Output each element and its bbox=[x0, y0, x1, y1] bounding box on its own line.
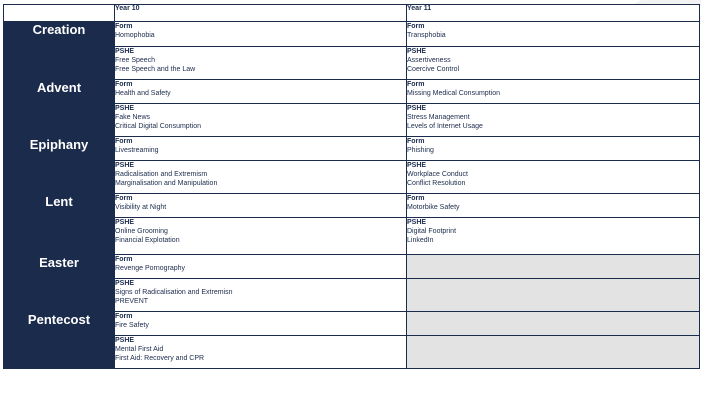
form-heading: Form bbox=[115, 256, 133, 263]
topic-text: Livestreaming bbox=[115, 147, 159, 154]
form-cell-y11 bbox=[407, 22, 700, 47]
form-cell-y11 bbox=[407, 137, 700, 161]
topic-text: Critical Digital Consumption bbox=[115, 123, 201, 130]
term-label: Lent bbox=[4, 194, 115, 255]
term-label: Pentecost bbox=[4, 312, 115, 369]
empty-cell bbox=[407, 336, 700, 369]
pshe-cell-y10 bbox=[115, 104, 407, 137]
table-row bbox=[4, 137, 700, 161]
table-row bbox=[4, 194, 700, 218]
pshe-cell-y10 bbox=[115, 336, 407, 369]
form-heading: Form bbox=[115, 313, 133, 320]
topic-text: Free Speech and the Law bbox=[115, 66, 196, 73]
term-label: Epiphany bbox=[4, 137, 115, 194]
form-heading: Form bbox=[407, 81, 425, 88]
pshe-cell-y10 bbox=[115, 279, 407, 312]
topic-text: Homophobia bbox=[115, 32, 155, 39]
topic-text: Financial Explotation bbox=[115, 237, 180, 244]
form-heading: Form bbox=[115, 23, 133, 30]
pshe-cell-y10 bbox=[115, 161, 407, 194]
empty-cell bbox=[407, 279, 700, 312]
form-cell-y11 bbox=[407, 194, 700, 218]
topic-text: Levels of Internet Usage bbox=[407, 123, 483, 130]
topic-text: Assertiveness bbox=[407, 57, 451, 64]
form-heading: Form bbox=[407, 195, 425, 202]
form-heading: Form bbox=[115, 138, 133, 145]
pshe-cell-y11 bbox=[407, 218, 700, 255]
topic-text: Transphobia bbox=[407, 32, 446, 39]
pshe-heading: PSHE bbox=[115, 105, 135, 112]
topic-text: Health and Safety bbox=[115, 90, 171, 97]
topic-text: First Aid: Recovery and CPR bbox=[115, 355, 205, 362]
pshe-heading: PSHE bbox=[407, 219, 427, 226]
topic-text: Digital Footprint bbox=[407, 228, 457, 235]
topic-text: LinkedIn bbox=[407, 237, 434, 244]
curriculum-table bbox=[3, 4, 700, 369]
pshe-cell-y10 bbox=[115, 218, 407, 255]
form-cell-y10 bbox=[115, 194, 407, 218]
term-label: Advent bbox=[4, 80, 115, 137]
topic-text: PREVENT bbox=[115, 298, 149, 305]
term-label: Creation bbox=[4, 22, 115, 80]
pshe-heading: PSHE bbox=[115, 48, 135, 55]
form-cell-y10 bbox=[115, 80, 407, 104]
form-cell-y10 bbox=[115, 312, 407, 336]
year10-header: Year 10 bbox=[115, 5, 407, 22]
form-heading: Form bbox=[115, 81, 133, 88]
topic-text: Phishing bbox=[407, 147, 434, 154]
form-cell-y10 bbox=[115, 22, 407, 47]
table-row bbox=[4, 22, 700, 47]
topic-text: Mental First Aid bbox=[115, 346, 164, 353]
pshe-cell-y11 bbox=[407, 47, 700, 80]
form-cell-y10 bbox=[115, 255, 407, 279]
topic-text: Fake News bbox=[115, 114, 151, 121]
table-row bbox=[4, 312, 700, 336]
topic-text: Free Speech bbox=[115, 57, 156, 64]
pshe-cell-y11 bbox=[407, 104, 700, 137]
pshe-heading: PSHE bbox=[115, 219, 135, 226]
year11-header: Year 11 bbox=[407, 5, 700, 22]
table-body bbox=[4, 22, 700, 369]
pshe-heading: PSHE bbox=[407, 48, 427, 55]
form-cell-y11 bbox=[407, 80, 700, 104]
topic-text: Signs of Radicalisation and Extremisn bbox=[115, 289, 233, 296]
topic-text: Missing Medical Consumption bbox=[407, 90, 500, 97]
table-row bbox=[4, 80, 700, 104]
header-row bbox=[4, 5, 700, 22]
pshe-cell-y11 bbox=[407, 161, 700, 194]
topic-text: Revenge Pornography bbox=[115, 265, 186, 272]
topic-text: Marginalisation and Manipulation bbox=[115, 180, 218, 187]
topic-text: Motorbike Safety bbox=[407, 204, 460, 211]
topic-text: Radicalisation and Extremism bbox=[115, 171, 208, 178]
table-row bbox=[4, 255, 700, 279]
form-heading: Form bbox=[407, 138, 425, 145]
empty-cell bbox=[407, 255, 700, 279]
topic-text: Fire Safety bbox=[115, 322, 149, 329]
pshe-heading: PSHE bbox=[115, 162, 135, 169]
term-label: Easter bbox=[4, 255, 115, 312]
topic-text: Workplace Conduct bbox=[407, 171, 468, 178]
topic-text: Online Grooming bbox=[115, 228, 168, 235]
empty-cell bbox=[407, 312, 700, 336]
corner-cell bbox=[4, 5, 115, 22]
pshe-heading: PSHE bbox=[115, 280, 135, 287]
topic-text: Coercive Control bbox=[407, 66, 460, 73]
topic-text: Conflict Resolution bbox=[407, 180, 466, 187]
form-heading: Form bbox=[407, 23, 425, 30]
topic-text: Visibility at Night bbox=[115, 204, 167, 211]
form-heading: Form bbox=[115, 195, 133, 202]
form-cell-y10 bbox=[115, 137, 407, 161]
pshe-heading: PSHE bbox=[407, 162, 427, 169]
topic-text: Stress Management bbox=[407, 114, 470, 121]
pshe-cell-y10 bbox=[115, 47, 407, 80]
pshe-heading: PSHE bbox=[115, 337, 135, 344]
pshe-heading: PSHE bbox=[407, 105, 427, 112]
